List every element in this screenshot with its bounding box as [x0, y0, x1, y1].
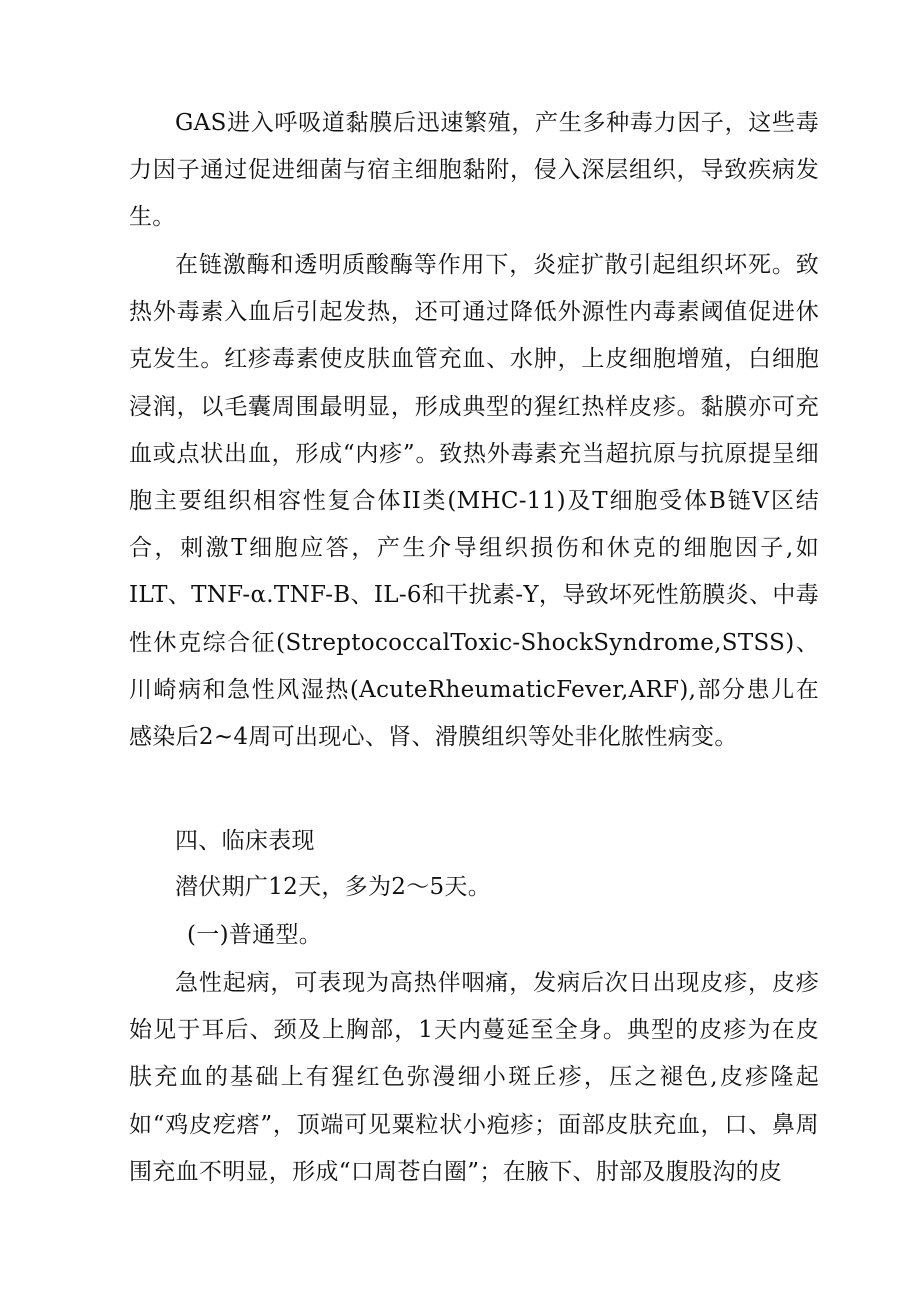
- paragraph-pathogenesis-detail: 在链激酶和透明质酸酶等作用下，炎症扩散引起组织坏死。致热外毒素入血后引起发热，还可通过降低外源性内毒素阈值促进休克发生。红疹毒素使皮肤血管充血、水肿，上皮细胞增殖，白细胞浸润，以毛囊周围最明显，形成典型的猩红热样皮疹。黏膜亦可充血或点状出血，形成“内疹”。致热外毒素充当超抗原与抗原提呈细胞主要组织相容性复合体II类(MHC-11)及T细胞受体B链V区结合，刺激T细胞应答，产生介导组织损伤和休克的细胞因子,如ILT、TNF-α.TNF-B、IL-6和干扰素-Y，导致坏死性筋膜炎、中毒性休克综合征(StreptococcalToxic-ShockSyndrome,STSS)、川崎病和急性风湿热(AcuteRheumaticFever,ARF),部分患儿在感染后2~4周可出现心、肾、滑膜组织等处非化脓性病变。: [129, 252, 819, 751]
- paragraph-pathogenesis-intro: GAS进入呼吸道黏膜后迅速繁殖，产生多种毒力因子，这些毒力因子通过促进细菌与宿主细胞黏附，侵入深层组织，导致疾病发生。: [129, 110, 819, 231]
- section-heading-clinical: 四、临床表现: [175, 828, 315, 854]
- subsection-heading-common-type: (一)普通型。: [187, 922, 323, 948]
- paragraph-common-type: 急性起病，可表现为高热伴咽痛，发病后次日出现皮疹，皮疹始见于耳后、颈及上胸部，1天内蔓延至全身。典型的皮疹为在皮肤充血的基础上有猩红色弥漫细小斑丘疹，压之褪色,皮疹隆起如“鸡皮疙瘩”，顶端可见粟粒状小疱疹；面部皮肤充血，口、鼻周围充血不明显，形成“口周苍白圈”；在腋下、肘部及腹股沟的皮: [129, 970, 819, 1185]
- paragraph-incubation: 潜伏期广12天，多为2～5天。: [175, 874, 492, 900]
